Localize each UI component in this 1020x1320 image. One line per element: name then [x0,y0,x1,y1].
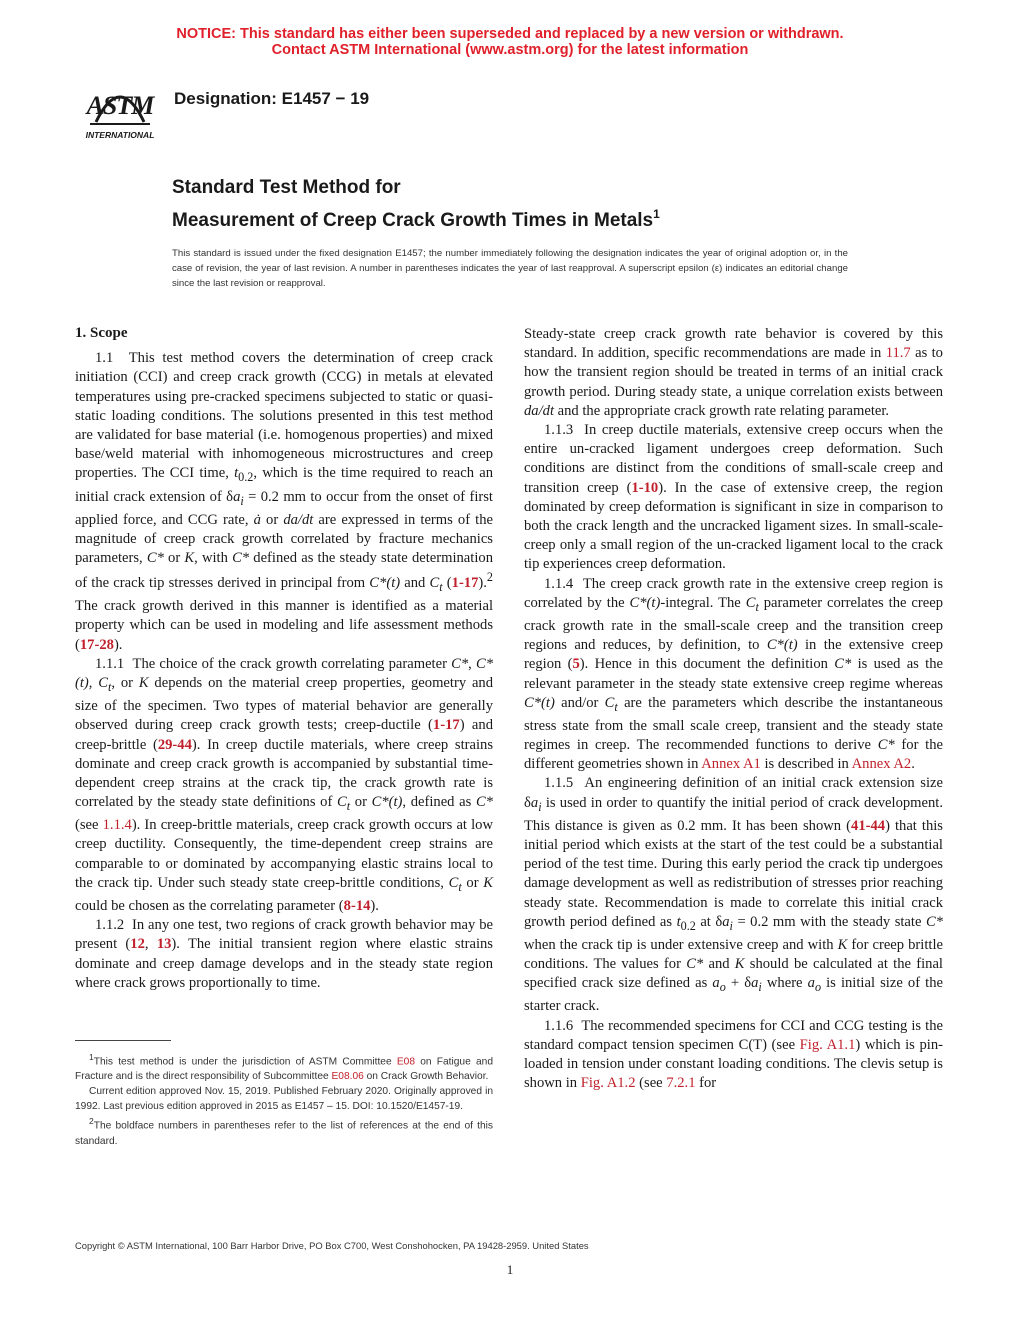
paragraph-1-1: 1.1 This test method covers the determination of creep crack initiation (CCI) and creep crack growth (CCG) in metals at elevated temperatures using pre-cracked specimens subjected to static or quasi-static loading conditions. The solutions presented in this test method are validated for base material (i.e. homogenous properties) and mixed base/weld material with inhomogeneous microstructures and creep properties. The CCI time, $t_{0.2}$, which is the time required to reach an initial crack extension of $\delta a_i = 0.2$ mm to occur from the onset of first applied force, and CCG rate, ȧ or da/dt are expressed in terms of the magnitude of creep crack growth correlated by fracture mechanics parameters, C* or K, with C* defined as the steady state determination of the crack tip stresses derived in principal from C*(t) and $C_t$ (1-17).$^2$ The crack growth derived in this manner is identified as a material property which can be used in modeling and life assessment methods (17-28). [75,350,493,653]
page-number: 1 [506,1262,514,1277]
right-column [524,325,943,1093]
astm-logo [74,70,166,144]
link-e08[interactable]: E08 [396,1056,415,1068]
title-line-1: Standard Test Method for [172,177,401,198]
footnote-edition: Current edition approved Nov. 15, 2019. Published February 2020. Originally approved in 1992. Last previous edition approved in 2015 as E1457 – 15. DOI: 10.1520/E1457-19. [75,1086,493,1113]
paragraph-1-1-6: 1.1.6 The recommended specimens for CCI and CCG testing is the standard compact tension specimen C(T) (see Fig. A1.1) which is pin-loaded in tension under constant loading conditions. The clevis setup is shown in Fig. A1.2 (see 7.2.1 for [524,1017,943,1092]
left-column [75,324,493,993]
paragraph-1-1-2: 1.1.2 In any one test, two regions of crack growth behavior may be present (12, 13). The initial transient region where elastic strains dominate and creep damage develops and in the steady state region where crack grows proportionally to time. [75,917,493,991]
designation: Designation: E1457 − 19 [174,89,370,108]
notice-line-2: Contact ASTM International (www.astm.org) for the latest information [271,42,749,58]
title-line-2: Measurement of Creep Crack Growth Times in Metals [172,210,654,231]
footnotes [75,1050,493,1149]
notice-line-1: NOTICE: This standard has either been superseded and replaced by a new version or withdrawn. [176,26,844,42]
footnote-2: $^2$The boldface numbers in parentheses refer to the list of references at the end of this standard. [75,1116,493,1147]
footnote-rule [75,1040,171,1041]
scope-heading: 1. Scope [75,325,128,341]
title-footnote-mark: 1 [653,207,660,221]
logo-text-bottom: INTERNATIONAL [85,130,155,140]
link-e08-06[interactable]: E08.06 [331,1071,364,1083]
paragraph-1-1-3: 1.1.3 In creep ductile materials, extensive creep occurs when the entire un-cracked ligament undergoes creep deformation. Such conditions are distinct from the conditions of small-scale creep and transition creep (1-10). In the case of extensive creep, the region dominated by creep deformation is significant in size in comparison to both the crack length and the uncracked ligament sizes. In small-scale-creep only a small region of the un-cracked ligament local to the crack tip experiences creep deformation. [524,422,943,573]
document-title [172,175,660,234]
supersession-notice [0,26,1020,58]
paragraph-1-1-5: 1.1.5 An engineering definition of an initial crack extension size $\delta a_i$ is used in order to quantify the initial period of crack development. This distance is given as 0.2 mm. It has been shown (41-44) that this initial period which exists at the start of the test could be a substantial period of the test time. During this early period the crack tip undergoes damage development as well as redistribution of stresses prior reaching steady state. Recommendation is made to correlate this initial crack growth period defined as $t_{0.2}$ at $\delta a_i = 0.2$ mm with the steady state C* when the crack tip is under extensive creep and with K for creep brittle conditions. The values for C* and K should be calculated at the final specified crack size defined as $a_o + \delta a_i$ where $a_o$ is initial size of the starter crack. [524,775,943,1015]
paragraph-1-1-4: 1.1.4 The creep crack growth rate in the extensive creep region is correlated by the C*(t)-integral. The $C_t$ parameter correlates the creep crack growth rate in the small-scale creep and the transition creep regions and reduces, by definition, to C*(t) in the extensive creep region (5). Hence in this document the definition C* is used as the relevant parameter in the steady state extensive creep regime whereas C*(t) and/or $C_t$ are the parameters which describe the instantaneous stress state from the small scale creep, transient and the steady state regimes in creep. The recommended functions to derive C* for the different geometries shown in Annex A1 is described in Annex A2. [524,575,943,773]
issued-note: This standard is issued under the fixed designation E1457; the number immediately following the designation indicates the year of original adoption or, in the case of revision, the year of last revision. A number in parentheses indicates the year of last reapproval. A superscript epsilon (ε) indicates an editorial change since the last revision or reapproval. [172,248,848,289]
logo-text-top: ASTM [86,91,154,120]
paragraph-1-1-2-cont: Steady-state creep crack growth rate behavior is covered by this standard. In addition, specific recommendations are made in 11.7 as to how the transient region should be treated in terms of an initial crack growth period. During steady state, a unique correlation exists between da/dt and the appropriate crack growth rate relating parameter. [524,326,943,419]
footnote-1: $^1$This test method is under the jurisdiction of ASTM Committee E08 on Fatigue and Fracture and is the direct responsibility of Subcommittee E08.06 on Crack Growth Behavior. [75,1052,493,1083]
paragraph-1-1-1: 1.1.1 The choice of the crack growth correlating parameter C*, C*(t), $C_t$, or K depends on the material creep properties, geometry and size of the specimen. Two types of material behavior are generally observed during creep crack growth tests; creep-ductile (1-17) and creep-brittle (29-44). In creep ductile materials, where creep strains dominate and creep crack growth is accompanied by substantial time-dependent creep strains at the crack tip, the crack growth rate is correlated by the steady state definitions of $C_t$ or C*(t), defined as C* (see 1.1.4). In creep-brittle materials, creep crack growth occurs at low creep ductility. Consequently, the time-dependent creep strains are comparable to or dominated by accompanying elastic strains local to the crack tip. Under such steady state creep-brittle conditions, $C_t$ or K could be chosen as the correlating parameter (8-14). [75,655,494,914]
copyright: Copyright © ASTM International, 100 Barr Harbor Drive, PO Box C700, West Conshohocken, PA 19428-2959. United States [75,1240,589,1251]
